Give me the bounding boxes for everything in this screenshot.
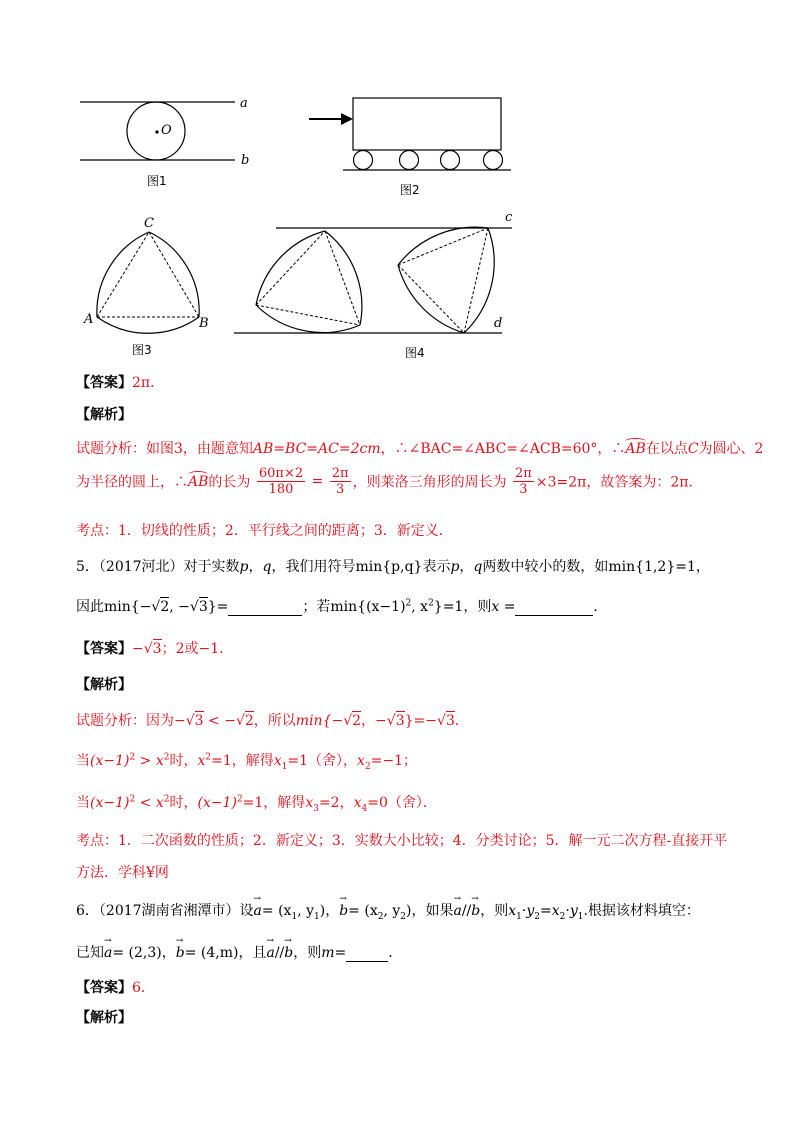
var-p: p	[239, 559, 249, 575]
var-m: m	[321, 945, 335, 961]
var-x: x	[508, 903, 517, 919]
text: −	[132, 641, 144, 657]
text: 两数中较小的数，如	[482, 559, 609, 575]
text: , y	[297, 903, 314, 919]
text: ，	[459, 559, 474, 575]
analysis-label: 【解析】	[76, 677, 132, 693]
exponent: 2	[129, 752, 136, 763]
min-pq: min{p,q}	[355, 559, 423, 575]
figure-1	[80, 92, 260, 192]
numerator: 2π	[331, 466, 349, 481]
q4-answer	[76, 372, 164, 392]
exponent: 2	[205, 752, 212, 763]
exponent: 2	[405, 598, 412, 609]
text: ，−	[361, 713, 387, 729]
analysis-label: 【解析】	[76, 1010, 132, 1026]
text: =1，解得	[242, 795, 306, 811]
exponent: 2	[163, 752, 170, 763]
parallel: //	[274, 945, 285, 961]
expr: (x−1)	[197, 795, 237, 811]
text: )	[406, 903, 412, 919]
fig4-label-c: c	[505, 210, 513, 225]
text: ，	[695, 559, 710, 575]
vector-b: → b	[339, 903, 348, 919]
text: 试题分析：如图3，由题意知	[76, 441, 253, 457]
exponent: 2	[428, 598, 434, 609]
vector-b: → b	[471, 903, 480, 919]
expr: < x	[139, 795, 164, 811]
q5-analysis-line3	[76, 792, 437, 814]
text: ，所以	[253, 713, 296, 729]
subscript: 1	[577, 911, 584, 922]
answer-label: 【答案】	[76, 980, 132, 996]
text: 时，	[169, 795, 198, 811]
fig1-label-a: a	[240, 96, 248, 111]
numerator: 2π	[515, 466, 532, 481]
x-equals: x =	[491, 599, 516, 615]
var-p: p	[450, 559, 460, 575]
text: ．	[454, 713, 469, 729]
answer-value: 2π．	[132, 375, 165, 391]
dot: ·	[565, 903, 570, 919]
blank-answer-2[interactable]	[515, 601, 593, 616]
parallel: //	[461, 903, 472, 919]
text: =0（舍）．	[367, 795, 437, 811]
text: =2，	[318, 795, 354, 811]
var-x: x	[273, 753, 282, 769]
text: ，则莱洛三角形的周长为	[352, 474, 507, 491]
point-c: C	[687, 441, 699, 457]
text: 6．（2017湖南省湘潭市）设	[76, 903, 254, 919]
q6-answer	[76, 977, 155, 997]
var-x: x	[305, 795, 314, 811]
answer-value: −√3；2或−1．	[132, 641, 234, 657]
text: , x	[411, 599, 429, 615]
q5-analysis-line1: 试题分析：因为−√3 < −√2，所以min{−√2，−√3}=−√3．	[76, 713, 469, 729]
subscript: 4	[361, 803, 368, 814]
q5-analysis-line2	[76, 750, 417, 772]
text: 为圆心、2	[698, 441, 764, 457]
sqrt-2: 2	[352, 713, 362, 729]
subscript: 3	[313, 803, 319, 814]
vector-a: → a	[104, 945, 112, 961]
text: 表示	[422, 559, 451, 575]
q5-answer	[76, 638, 233, 658]
subscript: 2	[377, 911, 384, 922]
blank-answer[interactable]	[346, 947, 388, 962]
text: }=	[207, 599, 229, 615]
subscript: 2	[400, 911, 406, 922]
fig4-caption: 图4	[405, 346, 425, 360]
text: ×3=2π，故答案为：2π．	[535, 474, 703, 491]
fraction-result	[330, 466, 351, 497]
vector-b-value: = (4,m)	[184, 945, 239, 961]
conditions: AB=BC=AC=2cm	[252, 441, 381, 457]
fig3-caption: 图3	[132, 343, 152, 357]
arc-ab: AB	[188, 473, 209, 490]
answer-label: 【答案】	[76, 375, 132, 391]
subscript: 2	[364, 761, 371, 772]
text: =	[334, 945, 347, 961]
text: ，如果	[411, 903, 454, 919]
var-x: x	[197, 753, 206, 769]
fraction-perimeter	[513, 466, 534, 497]
fig2-caption: 图2	[400, 183, 420, 197]
text: ，	[325, 903, 340, 919]
arc-ab: AB	[625, 441, 646, 457]
expr: (x−1)	[90, 795, 130, 811]
subscript: 1	[291, 911, 298, 922]
text: = (x	[348, 903, 378, 919]
text: ．	[593, 599, 608, 615]
vector-a: → a	[266, 945, 274, 961]
q5-stem-line2: 因此min{−√2, −√3}= ；若$\min\{(x-1)^2$, $x^2\}=1$，则x = ．	[76, 598, 608, 615]
text: =1（舍），	[287, 753, 358, 769]
answer-value: 6．	[132, 980, 155, 996]
exponent: 2	[236, 794, 243, 805]
text: }=−	[404, 713, 438, 729]
text: ；若	[302, 599, 331, 615]
fig1-label-b: b	[241, 153, 250, 168]
denominator: 3	[336, 482, 345, 497]
text: , y	[383, 903, 401, 919]
q4-analysis-line1	[76, 438, 763, 458]
text: 5．（2017河北）对于实数	[76, 559, 240, 575]
blank-answer-1[interactable]	[228, 601, 302, 616]
figure-3	[85, 220, 215, 340]
q4-kaodian: 考点：1．切线的性质；2．平行线之间的距离；3．新定义．	[76, 523, 453, 539]
text: 为半径的圆上，∴	[76, 474, 188, 491]
fig4-label-d: d	[494, 316, 503, 331]
text: = (x	[261, 903, 292, 919]
vector-a: → a	[254, 903, 262, 919]
vector-b: → b	[176, 945, 185, 961]
figure-2	[305, 92, 525, 177]
vector-a-value: = (2,3)	[112, 945, 162, 961]
q6-stem-line1	[76, 900, 700, 922]
vector-a: → a	[453, 903, 461, 919]
text: 因此	[76, 599, 104, 615]
text: 当	[76, 795, 90, 811]
denominator: 3	[519, 482, 528, 497]
q5-kaodian-2: 方法．学科¥网	[76, 865, 169, 881]
sqrt-2: 2	[244, 713, 254, 729]
q4-analysis-line2	[76, 466, 702, 497]
text: }=1，则	[433, 599, 492, 615]
dot: ·	[521, 903, 527, 919]
numerator: 60π×2	[258, 466, 304, 481]
var-y: y	[526, 903, 535, 919]
text: , −	[169, 599, 190, 615]
sqrt-3: 3	[395, 713, 405, 729]
text: 当	[76, 753, 90, 769]
text: ，∴∠BAC=∠ABC=∠ACB=60°，∴	[380, 441, 626, 457]
vector-b: → b	[284, 945, 293, 961]
subscript: 2	[559, 911, 566, 922]
subscript: 1	[314, 911, 320, 922]
exponent: 2	[129, 794, 136, 805]
sqrt-3: 3	[152, 641, 162, 657]
text: 时，	[169, 753, 198, 769]
q5-stem-line1	[76, 556, 710, 576]
sqrt-2: 2	[160, 599, 170, 615]
fig3-label-b: B	[199, 316, 209, 331]
fig1-caption: 图1	[147, 174, 167, 188]
text: ，则	[480, 903, 509, 919]
min-example: min{1,2}=1	[608, 559, 696, 575]
var-y: y	[569, 903, 578, 919]
text: =−1；	[370, 753, 418, 769]
text: .根据该材料填空：	[583, 903, 700, 919]
text: ，我们用符号	[271, 559, 356, 575]
sqrt-3: 3	[445, 713, 455, 729]
exponent: 2	[163, 794, 170, 805]
equals: =	[539, 903, 552, 919]
text: 的长为	[208, 474, 251, 491]
text: 试题分析：因为−	[76, 713, 186, 729]
text: ，且	[238, 945, 267, 961]
expr: (x−1)	[90, 753, 130, 769]
min-sqrt: min{−	[104, 599, 152, 615]
q6-stem-line2	[76, 942, 402, 962]
subscript: 1	[516, 911, 522, 922]
answer-label: 【答案】	[76, 641, 132, 657]
var-x: x	[353, 795, 362, 811]
denominator: 180	[268, 482, 294, 497]
text: ．	[388, 945, 403, 961]
equals: =	[311, 473, 324, 490]
text: < −	[208, 713, 236, 729]
var-x: x	[551, 903, 560, 919]
fraction-arc-length	[257, 466, 305, 497]
sqrt-3: 3	[194, 713, 204, 729]
var-q: q	[262, 559, 272, 575]
var-x: x	[357, 753, 365, 769]
subscript: 2	[534, 911, 540, 922]
subscript: 1	[281, 761, 288, 772]
text: 已知	[76, 945, 104, 961]
text: ；2或−1．	[161, 641, 234, 657]
fig3-label-c: C	[144, 216, 154, 231]
expr: > x	[139, 753, 164, 769]
text: =1，解得	[211, 753, 274, 769]
var-q: q	[473, 559, 483, 575]
q5-kaodian-1: 考点：1．二次函数的性质；2．新定义；3．实数大小比较；4．分类讨论；5．解一元二次方程-直接开平	[76, 833, 728, 849]
text: ，	[161, 945, 176, 961]
sqrt-3: 3	[198, 599, 208, 615]
analysis-label: 【解析】	[76, 407, 132, 423]
min-expr: min{(x−1)	[330, 599, 406, 615]
text: ，则	[293, 945, 322, 961]
fig3-label-a: A	[84, 312, 94, 327]
text: 在以点	[645, 441, 688, 457]
figure-4	[230, 215, 520, 340]
fig1-label-o: O	[161, 123, 172, 138]
text: ，	[248, 559, 263, 575]
text: )	[319, 903, 326, 919]
min-expr: min{−	[295, 713, 344, 729]
